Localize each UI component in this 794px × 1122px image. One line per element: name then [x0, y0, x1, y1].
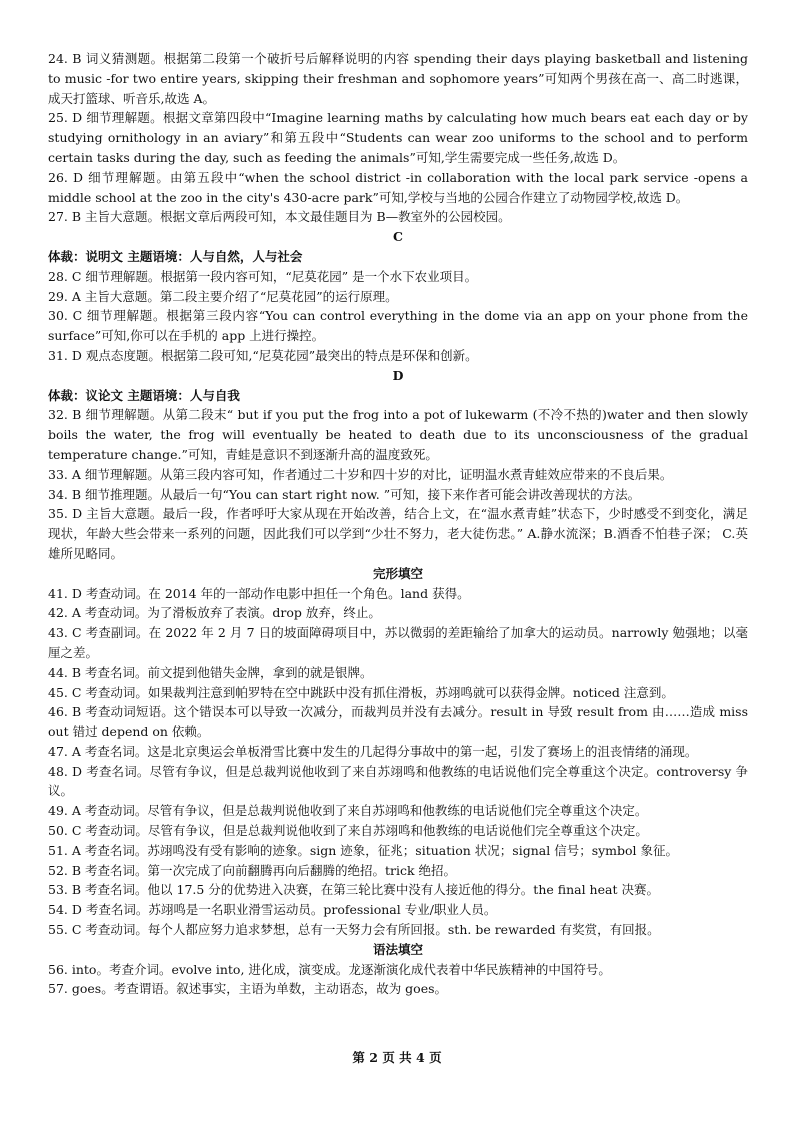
answer-item: 29. A 主旨大意题。第二段主要介绍了“尼莫花园”的运行原理。 — [48, 288, 398, 304]
answer-item: 43. C 考查副词。在 2022 年 2 月 7 日的坡面障碍项目中，苏以微弱的差距输给了加拿大的运动员。narrowly 勉强地；以毫厘之差。 — [48, 625, 748, 660]
answer-item: 44. B 考查名词。前文提到他错失金牌，拿到的就是银牌。 — [48, 664, 373, 680]
answer-item: 52. B 考查名词。第一次完成了向前翻腾再向后翻腾的绝招。trick 绝招。 — [48, 862, 457, 878]
answer-item: 30. C 细节理解题。根据第三段内容“You can control everything in the dome via an app on your phone from the surface”可知,你可以在手机的 app 上进行操控。 — [48, 308, 748, 344]
section-heading: 完形填空 — [372, 565, 423, 581]
genre-line: 体裁：议论文 主题语境：人与自我 — [48, 387, 240, 403]
answer-item: 51. A 考查名词。苏翊鸣没有受有影响的迹象。sign 迹象，征兆；situation 状况；signal 信号；symbol 象征。 — [48, 842, 679, 858]
answer-item: 49. A 考查动词。尽管有争议，但是总裁判说他收到了来自苏翊鸣和他教练的电话说他们完全尊重这个决定。 — [48, 803, 648, 819]
section-heading: 语法填空 — [372, 941, 423, 957]
answer-item: 41. D 考查动词。在 2014 年的一部动作电影中担任一个角色。land 获得。 — [48, 585, 470, 601]
answer-item: 31. D 观点态度题。根据第二段可知,“尼莫花园”最突出的特点是环保和创新。 — [48, 347, 478, 363]
page-footer: 第 2 页 共 4 页 — [352, 1050, 442, 1065]
answer-item: 50. C 考查动词。尽管有争议，但是总裁判说他收到了来自苏翊鸣和他教练的电话说他们完全尊重这个决定。 — [48, 823, 648, 839]
answer-item: 24. B 词义猜测题。根据第二段第一个破折号后解释说明的内容 spending their days playing basketball and listening to music -for two entire years, skipping their freshman and sophomore years”可知两个男孩在高一、高二时逃课，成天打篮球、听音乐,故选 A。 — [48, 51, 748, 106]
answer-item: 54. D 考查名词。苏翊鸣是一名职业滑雪运动员。professional 专业/职业人员。 — [48, 902, 497, 918]
answer-item: 34. B 细节推理题。从最后一句“You can start right now. ”可知，接下来作者可能会讲改善现状的方法。 — [48, 486, 641, 502]
answer-item: 32. B 细节理解题。从第二段末“ but if you put the frog into a pot of lukewarm (不冷不热的)water and then slowly boils the water, the frog will eventually be heated to death due to its unconsciousness of the gradual temperature change.”可知，青蛙是意识不到逐渐升高的温度致死。 — [48, 407, 748, 462]
answer-item: 28. C 细节理解题。根据第一段内容可知，“尼莫花园” 是一个水下农业项目。 — [48, 268, 478, 284]
answer-item: 47. A 考查名词。这是北京奥运会单板滑雪比赛中发生的几起得分事故中的第一起，引发了赛场上的沮丧情绪的涌现。 — [48, 743, 698, 759]
answer-item: 45. C 考查动词。如果裁判注意到帕罗特在空中跳跃中没有抓住滑板，苏翊鸣就可以获得金牌。noticed 注意到。 — [48, 684, 674, 700]
answer-item: 33. A 细节理解题。从第三段内容可知，作者通过二十岁和四十岁的对比，证明温水煮青蛙效应带来的不良后果。 — [48, 466, 673, 482]
answer-item: 35. D 主旨大意题。最后一段，作者呼吁大家从现在开始改善，结合上文，在“温水煮青蛙”状态下，少时感受不到变化，满足现状，年龄大些会带来一系列的问题，因此我们可以学到“少壮不努力，老大徒伤悲。” A.静水流深；B.酒香不怕巷子深； C.英雄所见略同。 — [48, 506, 748, 561]
answer-item: 48. D 考查名词。尽管有争议，但是总裁判说他收到了来自苏翊鸣和他教练的电话说他们完全尊重这个决定。controversy 争议。 — [48, 763, 748, 799]
answer-item: 25. D 细节理解题。根据文章第四段中“Imagine learning maths by calculating how much bears eat each day or by studying ornithology in an aviary”和第五段中“Students can wear zoo uniforms to the school and to perform certain tasks during the day, such as feeding the animals”可知,学生需要完成一些任务,故选 D。 — [48, 110, 748, 165]
answer-item: 26. D 细节理解题。由第五段中“when the school district -in collaboration with the local park service -opens a middle school at the zoo in the city's 430-acre park”可知,学校与当地的公园合作建立了动物园学校,故选 D。 — [48, 169, 748, 205]
section-heading: D — [392, 367, 404, 383]
section-heading: C — [393, 229, 403, 245]
genre-line: 体裁：说明文 主题语境：人与自然，人与社会 — [48, 248, 303, 264]
answer-item: 56. into。考查介词。evolve into, 进化成，演变成。龙逐渐演化成代表着中华民族精神的中国符号。 — [48, 961, 611, 977]
answer-item: 27. B 主旨大意题。根据文章后两段可知，本文最佳题目为 B—教室外的公园校园。 — [48, 209, 511, 225]
answer-item: 53. B 考查名词。他以 17.5 分的优势进入决赛，在第三轮比赛中没有人接近他的得分。the final heat 决赛。 — [48, 882, 659, 898]
answer-item: 46. B 考查动词短语。这个错误本可以导致一次减分，而裁判员并没有去减分。result in 导致 result from 由……造成 miss out 错过 depend on 依赖。 — [48, 704, 749, 740]
answer-key-content — [48, 49, 748, 999]
answer-item: 57. goes。考查谓语。叙述事实，主语为单数，主动语态，故为 goes。 — [48, 981, 448, 997]
answer-item: 42. A 考查动词。为了滑板放弃了表演。drop 放弃，终止。 — [48, 605, 381, 621]
answer-item: 55. C 考查动词。每个人都应努力追求梦想，总有一天努力会有所回报。sth. be rewarded 有奖赏，有回报。 — [48, 922, 660, 938]
